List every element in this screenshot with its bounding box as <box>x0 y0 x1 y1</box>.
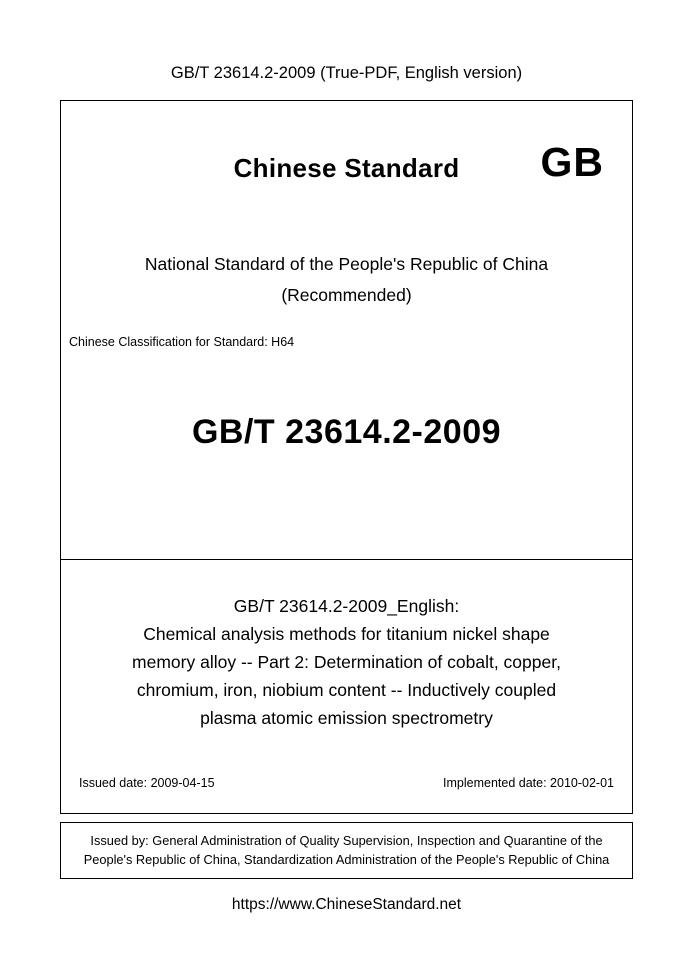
cover-lower-section <box>61 560 632 812</box>
title-line-2: Chemical analysis methods for titanium nickel shape <box>143 624 550 644</box>
cover-frame <box>60 100 633 814</box>
national-standard-line-1: National Standard of the People's Republic of China <box>144 254 549 274</box>
website-link[interactable]: https://www.ChineseStandard.net <box>231 896 462 913</box>
national-standard-text <box>61 249 632 311</box>
cover-heading: Chinese Standard <box>233 153 460 183</box>
cover-upper-section <box>61 101 632 560</box>
standard-number: GB/T 23614.2-2009 <box>191 413 502 451</box>
title-line-1: GB/T 23614.2-2009_English: <box>233 596 460 616</box>
gb-logo: GB <box>540 139 604 185</box>
page-header-caption: GB/T 23614.2-2009 (True-PDF, English version) <box>170 64 523 82</box>
date-row <box>61 776 632 790</box>
title-line-3: memory alloy -- Part 2: Determination of cobalt, copper, <box>132 652 561 672</box>
issued-date: Issued date: 2009-04-15 <box>79 776 215 790</box>
title-line-5: plasma atomic emission spectrometry <box>200 708 493 728</box>
title-line-4: chromium, iron, niobium content -- Inductively coupled <box>136 680 557 700</box>
implemented-date: Implemented date: 2010-02-01 <box>443 776 614 790</box>
classification-code: Chinese Classification for Standard: H64 <box>69 335 295 349</box>
national-standard-line-2: (Recommended) <box>281 285 412 305</box>
issuer-statement: Issued by: General Administration of Quality Supervision, Inspection and Quarantine of the People's Republic of China, Standardization Administration of the People's Republic of China <box>60 822 633 879</box>
document-title <box>81 592 612 732</box>
